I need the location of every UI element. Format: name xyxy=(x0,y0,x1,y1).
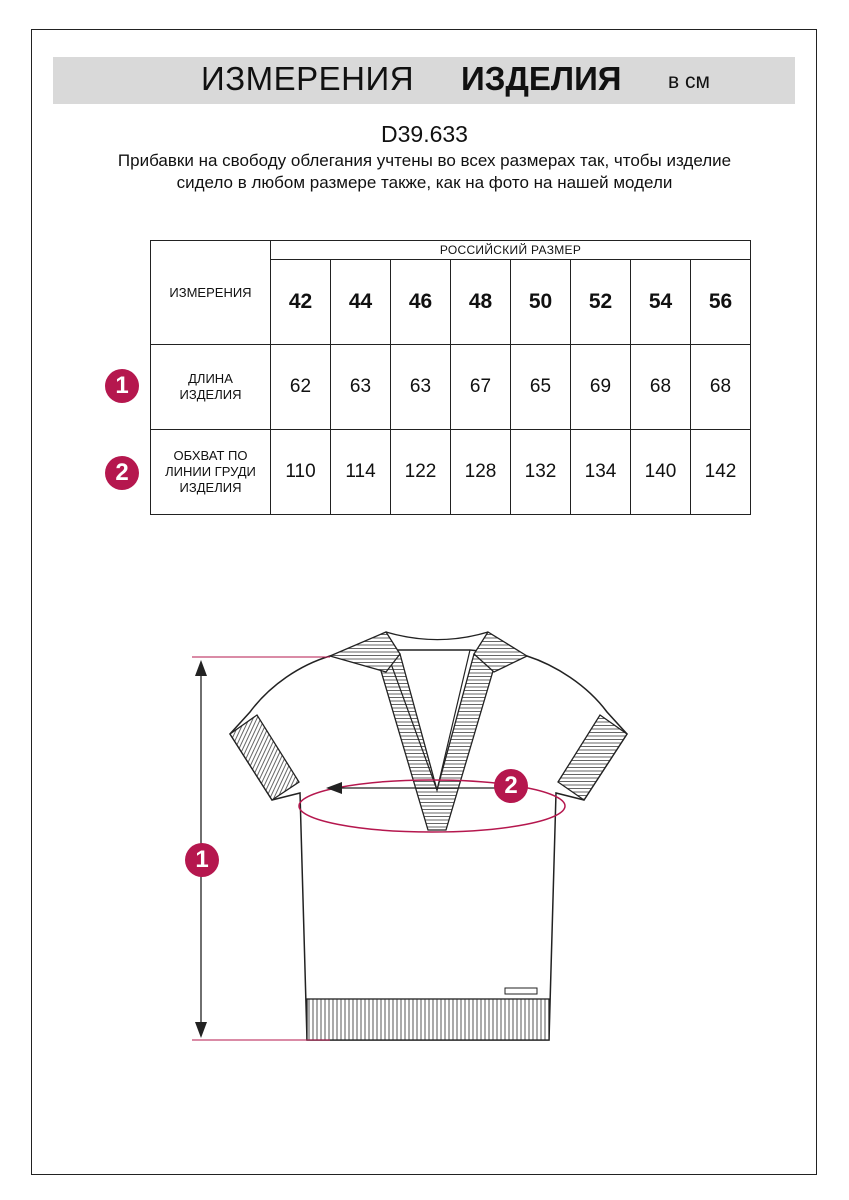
table-cell: 132 xyxy=(511,430,571,515)
length-arrow-top xyxy=(195,660,207,676)
row-label-line: ИЗДЕЛИЯ xyxy=(179,480,242,495)
size-header: 44 xyxy=(331,260,391,345)
table-cell: 142 xyxy=(691,430,751,515)
row-label-line: ИЗДЕЛИЯ xyxy=(179,387,242,402)
product-code: D39.633 xyxy=(381,121,468,147)
table-cell: 69 xyxy=(571,345,631,430)
shirt-body xyxy=(230,650,627,1040)
hem-label xyxy=(505,988,537,994)
size-header: 46 xyxy=(391,260,451,345)
diagram-badge-chest: 2 xyxy=(494,769,528,803)
row-label-line: ОБХВАТ ПО xyxy=(173,448,248,463)
size-header: 50 xyxy=(511,260,571,345)
table-cell: 68 xyxy=(631,345,691,430)
size-header: 42 xyxy=(271,260,331,345)
length-arrow-bottom xyxy=(195,1022,207,1038)
russian-size-header: РОССИЙСКИЙ РАЗМЕР xyxy=(271,241,751,260)
row-badge-chest: 2 xyxy=(105,456,139,490)
title-product: ИЗДЕЛИЯ xyxy=(461,60,622,97)
table-cell: 62 xyxy=(271,345,331,430)
title-measurements: ИЗМЕРЕНИЯ xyxy=(201,60,415,97)
fit-note: Прибавки на свободу облегания учтены во всех размерах так, чтобы изделие сидело в любом размере также, как на фото на нашей модели xyxy=(117,151,732,192)
row-badge-length: 1 xyxy=(105,369,139,403)
table-cell: 128 xyxy=(451,430,511,515)
hem-band xyxy=(307,999,549,1040)
table-cell: 65 xyxy=(511,345,571,430)
table-cell: 122 xyxy=(391,430,451,515)
size-header: 52 xyxy=(571,260,631,345)
table-cell: 114 xyxy=(331,430,391,515)
table-cell: 140 xyxy=(631,430,691,515)
table-cell: 134 xyxy=(571,430,631,515)
table-cell: 63 xyxy=(331,345,391,430)
size-header: 54 xyxy=(631,260,691,345)
row-label-line: ЛИНИИ ГРУДИ xyxy=(165,464,256,479)
size-header: 56 xyxy=(691,260,751,345)
measurements-header: ИЗМЕРЕНИЯ xyxy=(151,241,271,345)
table-cell: 63 xyxy=(391,345,451,430)
table-cell: 110 xyxy=(271,430,331,515)
table-cell: 67 xyxy=(451,345,511,430)
title-unit: в см xyxy=(668,70,710,93)
table-cell: 68 xyxy=(691,345,751,430)
size-header: 48 xyxy=(451,260,511,345)
diagram-badge-length: 1 xyxy=(185,843,219,877)
row-label-line: ДЛИНА xyxy=(188,371,233,386)
